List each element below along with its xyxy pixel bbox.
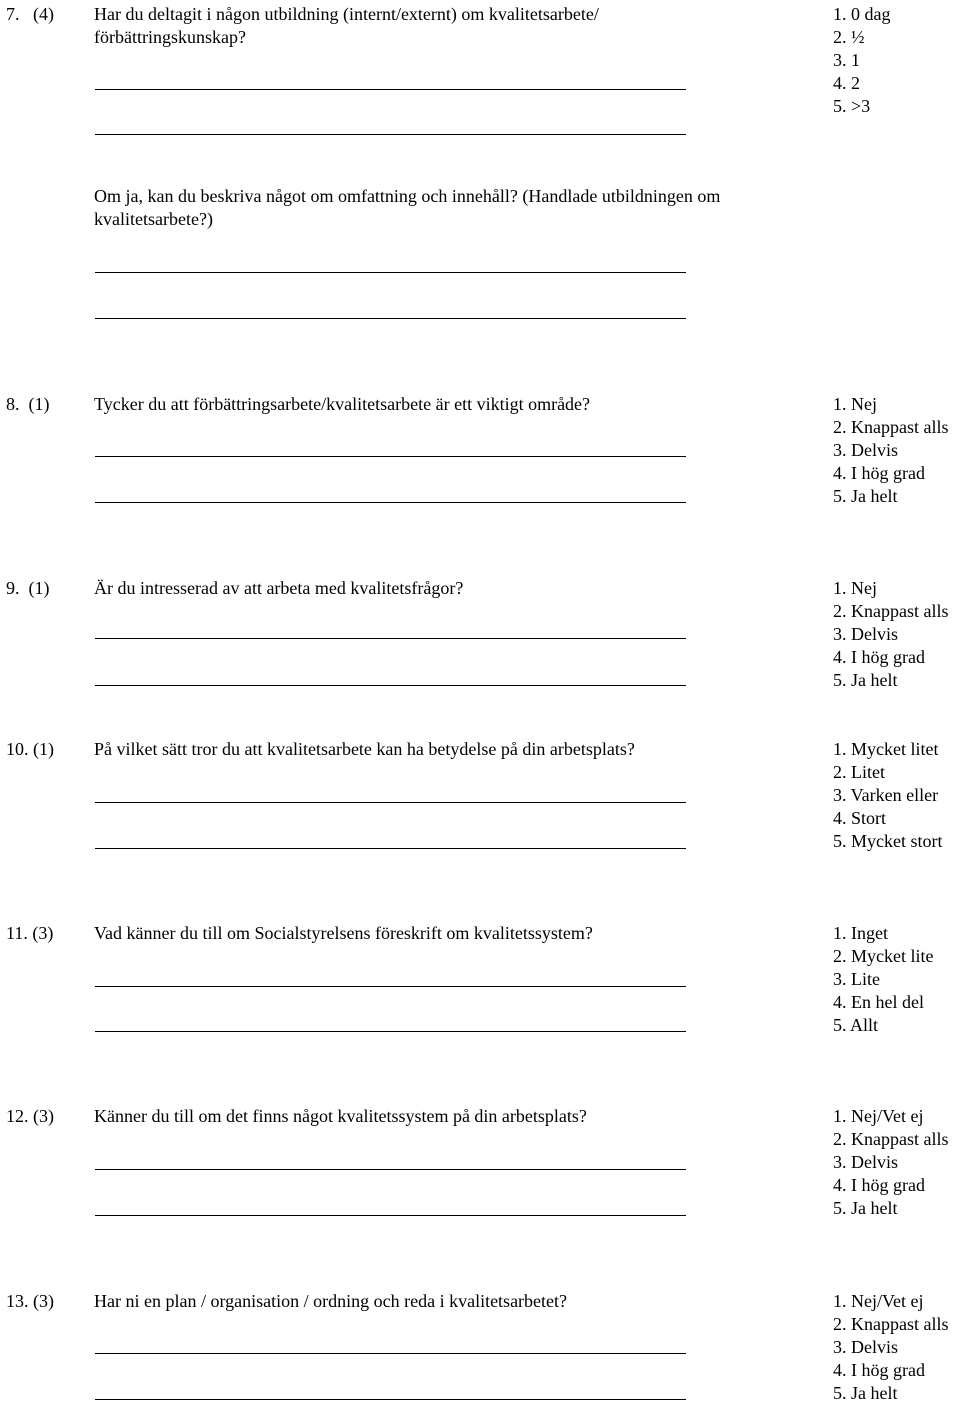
answer-line[interactable]	[95, 89, 686, 90]
answer-line[interactable]	[95, 638, 686, 639]
answer-option[interactable]: 4. Stort	[833, 808, 887, 828]
question-8-options	[833, 393, 960, 508]
answer-line[interactable]	[95, 456, 686, 457]
answer-option[interactable]: 3. 1	[833, 50, 860, 70]
answer-option[interactable]: 2. Mycket lite	[833, 946, 934, 966]
answer-option[interactable]: 2. ½	[833, 27, 865, 47]
answer-line[interactable]	[95, 848, 686, 849]
answer-line[interactable]	[95, 1031, 686, 1032]
question-7-number: 7. (4)	[6, 4, 54, 24]
answer-option[interactable]: 5. Mycket stort	[833, 831, 943, 851]
answer-line[interactable]	[95, 685, 686, 686]
answer-option[interactable]: 4. 2	[833, 73, 860, 93]
answer-line[interactable]	[95, 502, 686, 503]
question-13-options	[833, 1290, 960, 1405]
answer-option[interactable]: 2. Knappast alls	[833, 417, 949, 437]
answer-option[interactable]: 5. Allt	[833, 1015, 879, 1035]
answer-option[interactable]: 5. Ja helt	[833, 486, 898, 506]
question-11-number: 11. (3)	[6, 923, 54, 943]
answer-option[interactable]: 5. Ja helt	[833, 670, 898, 690]
question-12-number: 12. (3)	[6, 1106, 54, 1126]
answer-line[interactable]	[95, 1399, 686, 1400]
answer-option[interactable]: 4. I hög grad	[833, 1175, 925, 1195]
answer-option[interactable]: 1. Nej/Vet ej	[833, 1291, 924, 1311]
question-11-text: Vad känner du till om Socialstyrelsens föreskrift om kvalitetssystem?	[94, 923, 593, 943]
answer-option[interactable]: 2. Knappast alls	[833, 1314, 949, 1334]
question-13-text: Har ni en plan / organisation / ordning och reda i kvalitetsarbetet?	[94, 1291, 568, 1311]
answer-line[interactable]	[95, 802, 686, 803]
answer-option[interactable]: 3. Delvis	[833, 440, 898, 460]
answer-option[interactable]: 4. I hög grad	[833, 1360, 925, 1380]
question-12-text: Känner du till om det finns något kvalitetssystem på din arbetsplats?	[94, 1106, 587, 1126]
question-9-text: Är du intresserad av att arbeta med kvalitetsfrågor?	[94, 578, 464, 598]
question-7-text: Har du deltagit i någon utbildning (internt/externt) om kvalitetsarbete/ förbättringskunskap?	[94, 4, 599, 47]
answer-option[interactable]: 3. Varken eller	[833, 785, 939, 805]
answer-line[interactable]	[95, 1169, 686, 1170]
answer-line[interactable]	[95, 986, 686, 987]
answer-line[interactable]	[95, 318, 686, 319]
answer-option[interactable]: 5. Ja helt	[833, 1198, 898, 1218]
answer-line[interactable]	[95, 1353, 686, 1354]
question-10-number: 10. (1)	[6, 739, 54, 759]
answer-option[interactable]: 2. Knappast alls	[833, 1129, 949, 1149]
question-13-number: 13. (3)	[6, 1291, 54, 1311]
question-11-options	[833, 922, 960, 1037]
answer-option[interactable]: 4. I hög grad	[833, 463, 925, 483]
answer-option[interactable]: 4. En hel del	[833, 992, 924, 1012]
answer-option[interactable]: 4. I hög grad	[833, 647, 925, 667]
question-8-number: 8. (1)	[6, 394, 50, 414]
question-7-options	[833, 3, 960, 118]
question-8-text: Tycker du att förbättringsarbete/kvalitetsarbete är ett viktigt område?	[94, 394, 591, 414]
question-7-followup-text: Om ja, kan du beskriva något om omfattning och innehåll? (Handlade utbildningen om kvalitetsarbete?)	[94, 186, 721, 229]
answer-option[interactable]: 3. Lite	[833, 969, 880, 989]
question-9-number: 9. (1)	[6, 578, 50, 598]
answer-option[interactable]: 5. >3	[833, 96, 871, 116]
answer-option[interactable]: 2. Knappast alls	[833, 601, 949, 621]
question-12-options	[833, 1105, 960, 1220]
answer-option[interactable]: 2. Litet	[833, 762, 885, 782]
question-10-options	[833, 738, 960, 853]
answer-option[interactable]: 1. Mycket litet	[833, 739, 939, 759]
answer-line[interactable]	[95, 134, 686, 135]
answer-line[interactable]	[95, 1215, 686, 1216]
answer-option[interactable]: 3. Delvis	[833, 1337, 898, 1357]
question-9-options	[833, 577, 960, 692]
answer-line[interactable]	[95, 272, 686, 273]
answer-option[interactable]: 3. Delvis	[833, 1152, 898, 1172]
answer-option[interactable]: 1. Nej/Vet ej	[833, 1106, 924, 1126]
answer-option[interactable]: 3. Delvis	[833, 624, 898, 644]
answer-option[interactable]: 1. Nej	[833, 394, 877, 414]
answer-option[interactable]: 1. Nej	[833, 578, 877, 598]
answer-option[interactable]: 5. Ja helt	[833, 1383, 898, 1403]
answer-option[interactable]: 1. 0 dag	[833, 4, 891, 24]
answer-option[interactable]: 1. Inget	[833, 923, 888, 943]
question-10-text: På vilket sätt tror du att kvalitetsarbete kan ha betydelse på din arbetsplats?	[94, 739, 635, 759]
